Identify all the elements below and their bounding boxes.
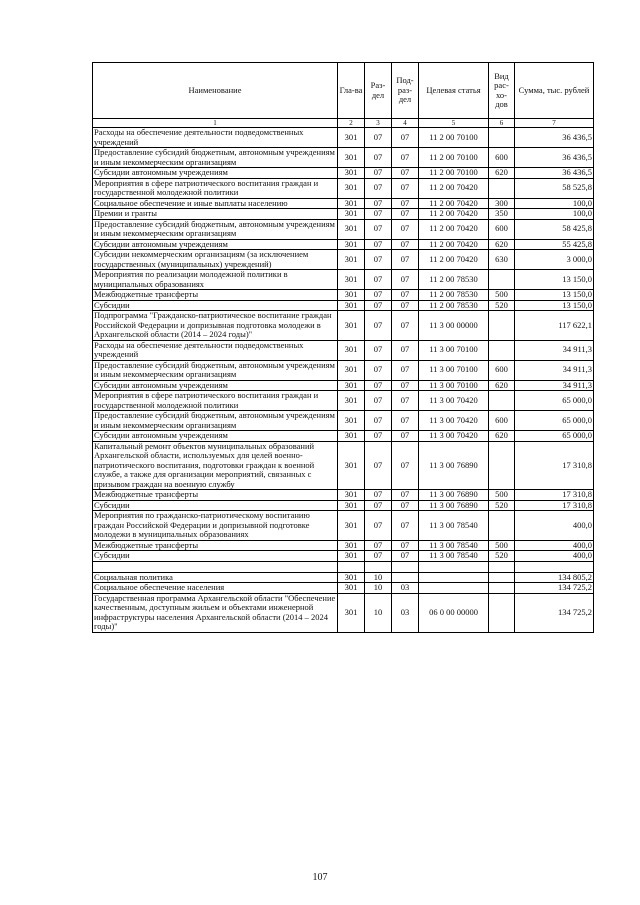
cell-glava: 301 (338, 593, 365, 632)
cell-sum: 55 425,8 (515, 239, 594, 250)
cell-razdel: 07 (365, 250, 392, 270)
cell-razdel: 10 (365, 572, 392, 583)
column-number-row (93, 119, 594, 128)
table-row (93, 431, 594, 442)
cell-podrazdel: 07 (392, 340, 419, 360)
cell-name: Субсидии автономным учреждениям (93, 239, 338, 250)
cell-podrazdel: 07 (392, 511, 419, 541)
cell-glava: 301 (338, 441, 365, 490)
cell-vid: 350 (489, 209, 515, 220)
table-row (93, 300, 594, 311)
cell-target: 11 2 00 70420 (419, 250, 489, 270)
cell-target: 11 2 00 70420 (419, 219, 489, 239)
cell-vid: 520 (489, 300, 515, 311)
cell-podrazdel: 07 (392, 178, 419, 198)
cell-sum: 100,0 (515, 198, 594, 209)
cell-target: 11 2 00 70100 (419, 128, 489, 148)
cell-target: 11 3 00 78540 (419, 540, 489, 551)
cell-target: 11 2 00 70100 (419, 168, 489, 179)
cell-target: 11 3 00 70100 (419, 340, 489, 360)
cell-target: 06 0 00 00000 (419, 593, 489, 632)
cell-glava: 301 (338, 290, 365, 301)
cell-vid (489, 340, 515, 360)
budget-table (92, 62, 594, 633)
cell-podrazdel: 03 (392, 583, 419, 594)
cell-sum: 36 436,5 (515, 128, 594, 148)
table-row (93, 178, 594, 198)
table-row (93, 239, 594, 250)
cell-podrazdel: 07 (392, 270, 419, 290)
cell-glava: 301 (338, 300, 365, 311)
cell-razdel: 07 (365, 511, 392, 541)
cell-sum: 13 150,0 (515, 270, 594, 290)
cell-target: 11 3 00 78540 (419, 511, 489, 541)
cell-vid: 500 (489, 490, 515, 501)
cell-sum: 117 622,1 (515, 311, 594, 341)
table-row (93, 168, 594, 179)
cell-razdel: 07 (365, 239, 392, 250)
header-target: Целевая статья (419, 63, 489, 119)
cell-sum: 134 805,2 (515, 572, 594, 583)
cell-glava: 301 (338, 311, 365, 341)
cell-sum: 3 000,0 (515, 250, 594, 270)
cell-glava: 301 (338, 391, 365, 411)
table-row (93, 511, 594, 541)
table-row (93, 441, 594, 490)
column-number: 6 (489, 119, 515, 128)
header-sum: Сумма, тыс. рублей (515, 63, 594, 119)
cell-vid: 500 (489, 290, 515, 301)
table-row (93, 198, 594, 209)
cell-sum: 400,0 (515, 551, 594, 562)
cell-vid: 620 (489, 239, 515, 250)
cell-razdel: 07 (365, 148, 392, 168)
cell-name: Межбюджетные трансферты (93, 290, 338, 301)
cell-glava: 301 (338, 360, 365, 380)
table-row (93, 380, 594, 391)
cell-name: Субсидии автономным учреждениям (93, 380, 338, 391)
cell-target: 11 2 00 78530 (419, 290, 489, 301)
cell-podrazdel: 03 (392, 593, 419, 632)
cell-name: Социальное обеспечение населения (93, 583, 338, 594)
cell-name: Предоставление субсидий бюджетным, автономным учреждениям и иным некоммерческим организациям (93, 360, 338, 380)
column-number: 3 (365, 119, 392, 128)
table-row (93, 311, 594, 341)
cell-name: Мероприятия в сфере патриотического воспитания граждан и государственной молодежной политики (93, 178, 338, 198)
cell-vid: 520 (489, 551, 515, 562)
cell-razdel: 07 (365, 360, 392, 380)
cell-target: 11 2 00 70100 (419, 148, 489, 168)
header-row (93, 63, 594, 119)
cell-sum: 58 525,8 (515, 178, 594, 198)
header-razdel: Раз-дел (365, 63, 392, 119)
cell-podrazdel: 07 (392, 168, 419, 179)
table-row (93, 593, 594, 632)
cell-razdel: 07 (365, 411, 392, 431)
cell-name (93, 561, 338, 572)
cell-razdel: 07 (365, 441, 392, 490)
table-row (93, 572, 594, 583)
cell-name: Предоставление субсидий бюджетным, автономным учреждениям и иным некоммерческим организациям (93, 148, 338, 168)
cell-glava: 301 (338, 431, 365, 442)
cell-glava: 301 (338, 490, 365, 501)
cell-target: 11 2 00 70420 (419, 209, 489, 220)
cell-glava: 301 (338, 128, 365, 148)
cell-sum: 58 425,8 (515, 219, 594, 239)
cell-vid: 620 (489, 168, 515, 179)
table-row (93, 561, 594, 572)
cell-podrazdel (392, 561, 419, 572)
cell-razdel: 07 (365, 209, 392, 220)
cell-podrazdel: 07 (392, 551, 419, 562)
cell-vid (489, 270, 515, 290)
cell-vid (489, 511, 515, 541)
header-vid: Вид рас-хо-дов (489, 63, 515, 119)
cell-glava: 301 (338, 198, 365, 209)
cell-sum: 65 000,0 (515, 411, 594, 431)
cell-target: 11 3 00 70420 (419, 391, 489, 411)
cell-vid: 600 (489, 360, 515, 380)
cell-podrazdel: 07 (392, 311, 419, 341)
cell-razdel: 07 (365, 380, 392, 391)
cell-razdel: 07 (365, 311, 392, 341)
table-row (93, 490, 594, 501)
cell-name: Предоставление субсидий бюджетным, автономным учреждениям и иным некоммерческим организациям (93, 411, 338, 431)
cell-name: Расходы на обеспечение деятельности подведомственных учреждений (93, 340, 338, 360)
table-row (93, 583, 594, 594)
cell-glava: 301 (338, 340, 365, 360)
cell-sum: 34 911,3 (515, 380, 594, 391)
cell-target: 11 2 00 70420 (419, 198, 489, 209)
cell-glava: 301 (338, 500, 365, 511)
cell-target: 11 2 00 70420 (419, 178, 489, 198)
cell-glava: 301 (338, 572, 365, 583)
cell-podrazdel: 07 (392, 441, 419, 490)
cell-podrazdel: 07 (392, 209, 419, 220)
cell-glava: 301 (338, 239, 365, 250)
cell-name: Государственная программа Архангельской области "Обеспечение качественным, доступным жильем и объектами инженерной инфраструктуры населения Архангельской области (2014 – 2024 годы)" (93, 593, 338, 632)
cell-target: 11 3 00 70100 (419, 360, 489, 380)
header-glava: Гла-ва (338, 63, 365, 119)
cell-vid: 620 (489, 431, 515, 442)
cell-podrazdel: 07 (392, 148, 419, 168)
cell-sum: 17 310,8 (515, 490, 594, 501)
cell-name: Премии и гранты (93, 209, 338, 220)
cell-glava: 301 (338, 380, 365, 391)
cell-razdel: 07 (365, 540, 392, 551)
cell-sum: 34 911,3 (515, 360, 594, 380)
column-number: 4 (392, 119, 419, 128)
cell-vid (489, 583, 515, 594)
cell-razdel: 07 (365, 219, 392, 239)
header-name: Наименование (93, 63, 338, 119)
cell-razdel: 10 (365, 593, 392, 632)
cell-glava: 301 (338, 583, 365, 594)
table-row (93, 391, 594, 411)
header-podrazdel: Под-раз-дел (392, 63, 419, 119)
cell-glava (338, 561, 365, 572)
table-row (93, 540, 594, 551)
cell-name: Расходы на обеспечение деятельности подведомственных учреждений (93, 128, 338, 148)
table-row (93, 551, 594, 562)
cell-target: 11 2 00 78530 (419, 270, 489, 290)
cell-name: Субсидии некоммерческим организациям (за исключением государственных (муниципальных) учреждений) (93, 250, 338, 270)
cell-vid: 500 (489, 540, 515, 551)
cell-podrazdel: 07 (392, 500, 419, 511)
table-row (93, 128, 594, 148)
cell-vid (489, 561, 515, 572)
cell-vid: 600 (489, 219, 515, 239)
cell-glava: 301 (338, 209, 365, 220)
table-row (93, 360, 594, 380)
cell-razdel: 07 (365, 198, 392, 209)
cell-target: 11 2 00 78530 (419, 300, 489, 311)
page-number: 107 (312, 872, 328, 883)
cell-podrazdel: 07 (392, 490, 419, 501)
cell-target: 11 3 00 70420 (419, 431, 489, 442)
column-number: 1 (93, 119, 338, 128)
cell-glava: 301 (338, 511, 365, 541)
cell-name: Капитальный ремонт объектов муниципальных образований Архангельской области, используемых для целей военно-патриотического воспитания, подготовки граждан к военной службе, а также для организации мероприятий, связанных с призывом граждан на военную службу (93, 441, 338, 490)
cell-razdel: 10 (365, 583, 392, 594)
table-row (93, 219, 594, 239)
cell-target (419, 572, 489, 583)
cell-name: Субсидии автономным учреждениям (93, 431, 338, 442)
cell-razdel: 07 (365, 290, 392, 301)
cell-podrazdel (392, 572, 419, 583)
table-row (93, 250, 594, 270)
cell-vid: 600 (489, 148, 515, 168)
cell-podrazdel: 07 (392, 219, 419, 239)
cell-razdel: 07 (365, 500, 392, 511)
cell-razdel: 07 (365, 340, 392, 360)
column-number: 5 (419, 119, 489, 128)
cell-target: 11 3 00 76890 (419, 490, 489, 501)
table-row (93, 340, 594, 360)
cell-glava: 301 (338, 148, 365, 168)
cell-sum: 36 436,5 (515, 168, 594, 179)
cell-glava: 301 (338, 168, 365, 179)
cell-razdel: 07 (365, 168, 392, 179)
cell-glava: 301 (338, 178, 365, 198)
cell-vid: 620 (489, 380, 515, 391)
cell-vid (489, 178, 515, 198)
cell-name: Социальная политика (93, 572, 338, 583)
cell-vid (489, 593, 515, 632)
cell-vid (489, 128, 515, 148)
cell-podrazdel: 07 (392, 360, 419, 380)
cell-glava: 301 (338, 411, 365, 431)
cell-vid (489, 572, 515, 583)
cell-podrazdel: 07 (392, 300, 419, 311)
cell-name: Мероприятия по реализации молодежной политики в муниципальных образованиях (93, 270, 338, 290)
cell-name: Мероприятия в сфере патриотического воспитания граждан и государственной молодежной политики (93, 391, 338, 411)
cell-vid: 630 (489, 250, 515, 270)
cell-podrazdel: 07 (392, 128, 419, 148)
cell-sum: 65 000,0 (515, 431, 594, 442)
cell-name: Субсидии (93, 500, 338, 511)
cell-sum: 13 150,0 (515, 290, 594, 301)
cell-name: Субсидии (93, 551, 338, 562)
cell-name: Межбюджетные трансферты (93, 540, 338, 551)
cell-target: 11 3 00 70100 (419, 380, 489, 391)
cell-glava: 301 (338, 219, 365, 239)
table-row (93, 500, 594, 511)
cell-glava: 301 (338, 250, 365, 270)
cell-sum (515, 561, 594, 572)
cell-sum: 13 150,0 (515, 300, 594, 311)
cell-podrazdel: 07 (392, 431, 419, 442)
cell-sum: 36 436,5 (515, 148, 594, 168)
cell-vid: 520 (489, 500, 515, 511)
cell-glava: 301 (338, 540, 365, 551)
cell-sum: 134 725,2 (515, 583, 594, 594)
cell-podrazdel: 07 (392, 540, 419, 551)
cell-sum: 100,0 (515, 209, 594, 220)
cell-razdel: 07 (365, 490, 392, 501)
cell-razdel: 07 (365, 128, 392, 148)
table-row (93, 148, 594, 168)
cell-vid (489, 391, 515, 411)
cell-vid: 300 (489, 198, 515, 209)
cell-target: 11 3 00 76890 (419, 441, 489, 490)
cell-name: Мероприятия по гражданско-патриотическому воспитанию граждан Российской Федерации и допризывной подготовке молодежи в муниципальных образованиях (93, 511, 338, 541)
cell-razdel: 07 (365, 300, 392, 311)
cell-target: 11 2 00 70420 (419, 239, 489, 250)
cell-podrazdel: 07 (392, 380, 419, 391)
cell-sum: 34 911,3 (515, 340, 594, 360)
cell-sum: 17 310,8 (515, 441, 594, 490)
column-number: 7 (515, 119, 594, 128)
table-row (93, 290, 594, 301)
cell-sum: 400,0 (515, 540, 594, 551)
cell-target: 11 3 00 70420 (419, 411, 489, 431)
cell-podrazdel: 07 (392, 198, 419, 209)
cell-vid (489, 311, 515, 341)
cell-podrazdel: 07 (392, 290, 419, 301)
cell-sum: 65 000,0 (515, 391, 594, 411)
cell-podrazdel: 07 (392, 250, 419, 270)
cell-glava: 301 (338, 270, 365, 290)
cell-name: Субсидии (93, 300, 338, 311)
table-row (93, 270, 594, 290)
cell-razdel: 07 (365, 431, 392, 442)
cell-razdel: 07 (365, 391, 392, 411)
table-row (93, 209, 594, 220)
cell-podrazdel: 07 (392, 239, 419, 250)
cell-razdel: 07 (365, 270, 392, 290)
cell-target: 11 3 00 76890 (419, 500, 489, 511)
cell-target: 11 3 00 78540 (419, 551, 489, 562)
cell-podrazdel: 07 (392, 391, 419, 411)
cell-podrazdel: 07 (392, 411, 419, 431)
cell-target (419, 561, 489, 572)
cell-vid: 600 (489, 411, 515, 431)
cell-razdel: 07 (365, 551, 392, 562)
cell-name: Субсидии автономным учреждениям (93, 168, 338, 179)
cell-name: Межбюджетные трансферты (93, 490, 338, 501)
cell-razdel: 07 (365, 178, 392, 198)
column-number: 2 (338, 119, 365, 128)
cell-razdel (365, 561, 392, 572)
cell-name: Подпрограмма "Гражданско-патриотическое воспитание граждан Российской Федерации и допризывная подготовка молодежи в Архангельской области (2014 – 2024 годы)" (93, 311, 338, 341)
cell-glava: 301 (338, 551, 365, 562)
cell-sum: 400,0 (515, 511, 594, 541)
table-row (93, 411, 594, 431)
cell-target (419, 583, 489, 594)
cell-name: Социальное обеспечение и иные выплаты населению (93, 198, 338, 209)
cell-sum: 17 310,8 (515, 500, 594, 511)
cell-name: Предоставление субсидий бюджетным, автономным учреждениям и иным некоммерческим организациям (93, 219, 338, 239)
cell-vid (489, 441, 515, 490)
cell-target: 11 3 00 00000 (419, 311, 489, 341)
cell-sum: 134 725,2 (515, 593, 594, 632)
